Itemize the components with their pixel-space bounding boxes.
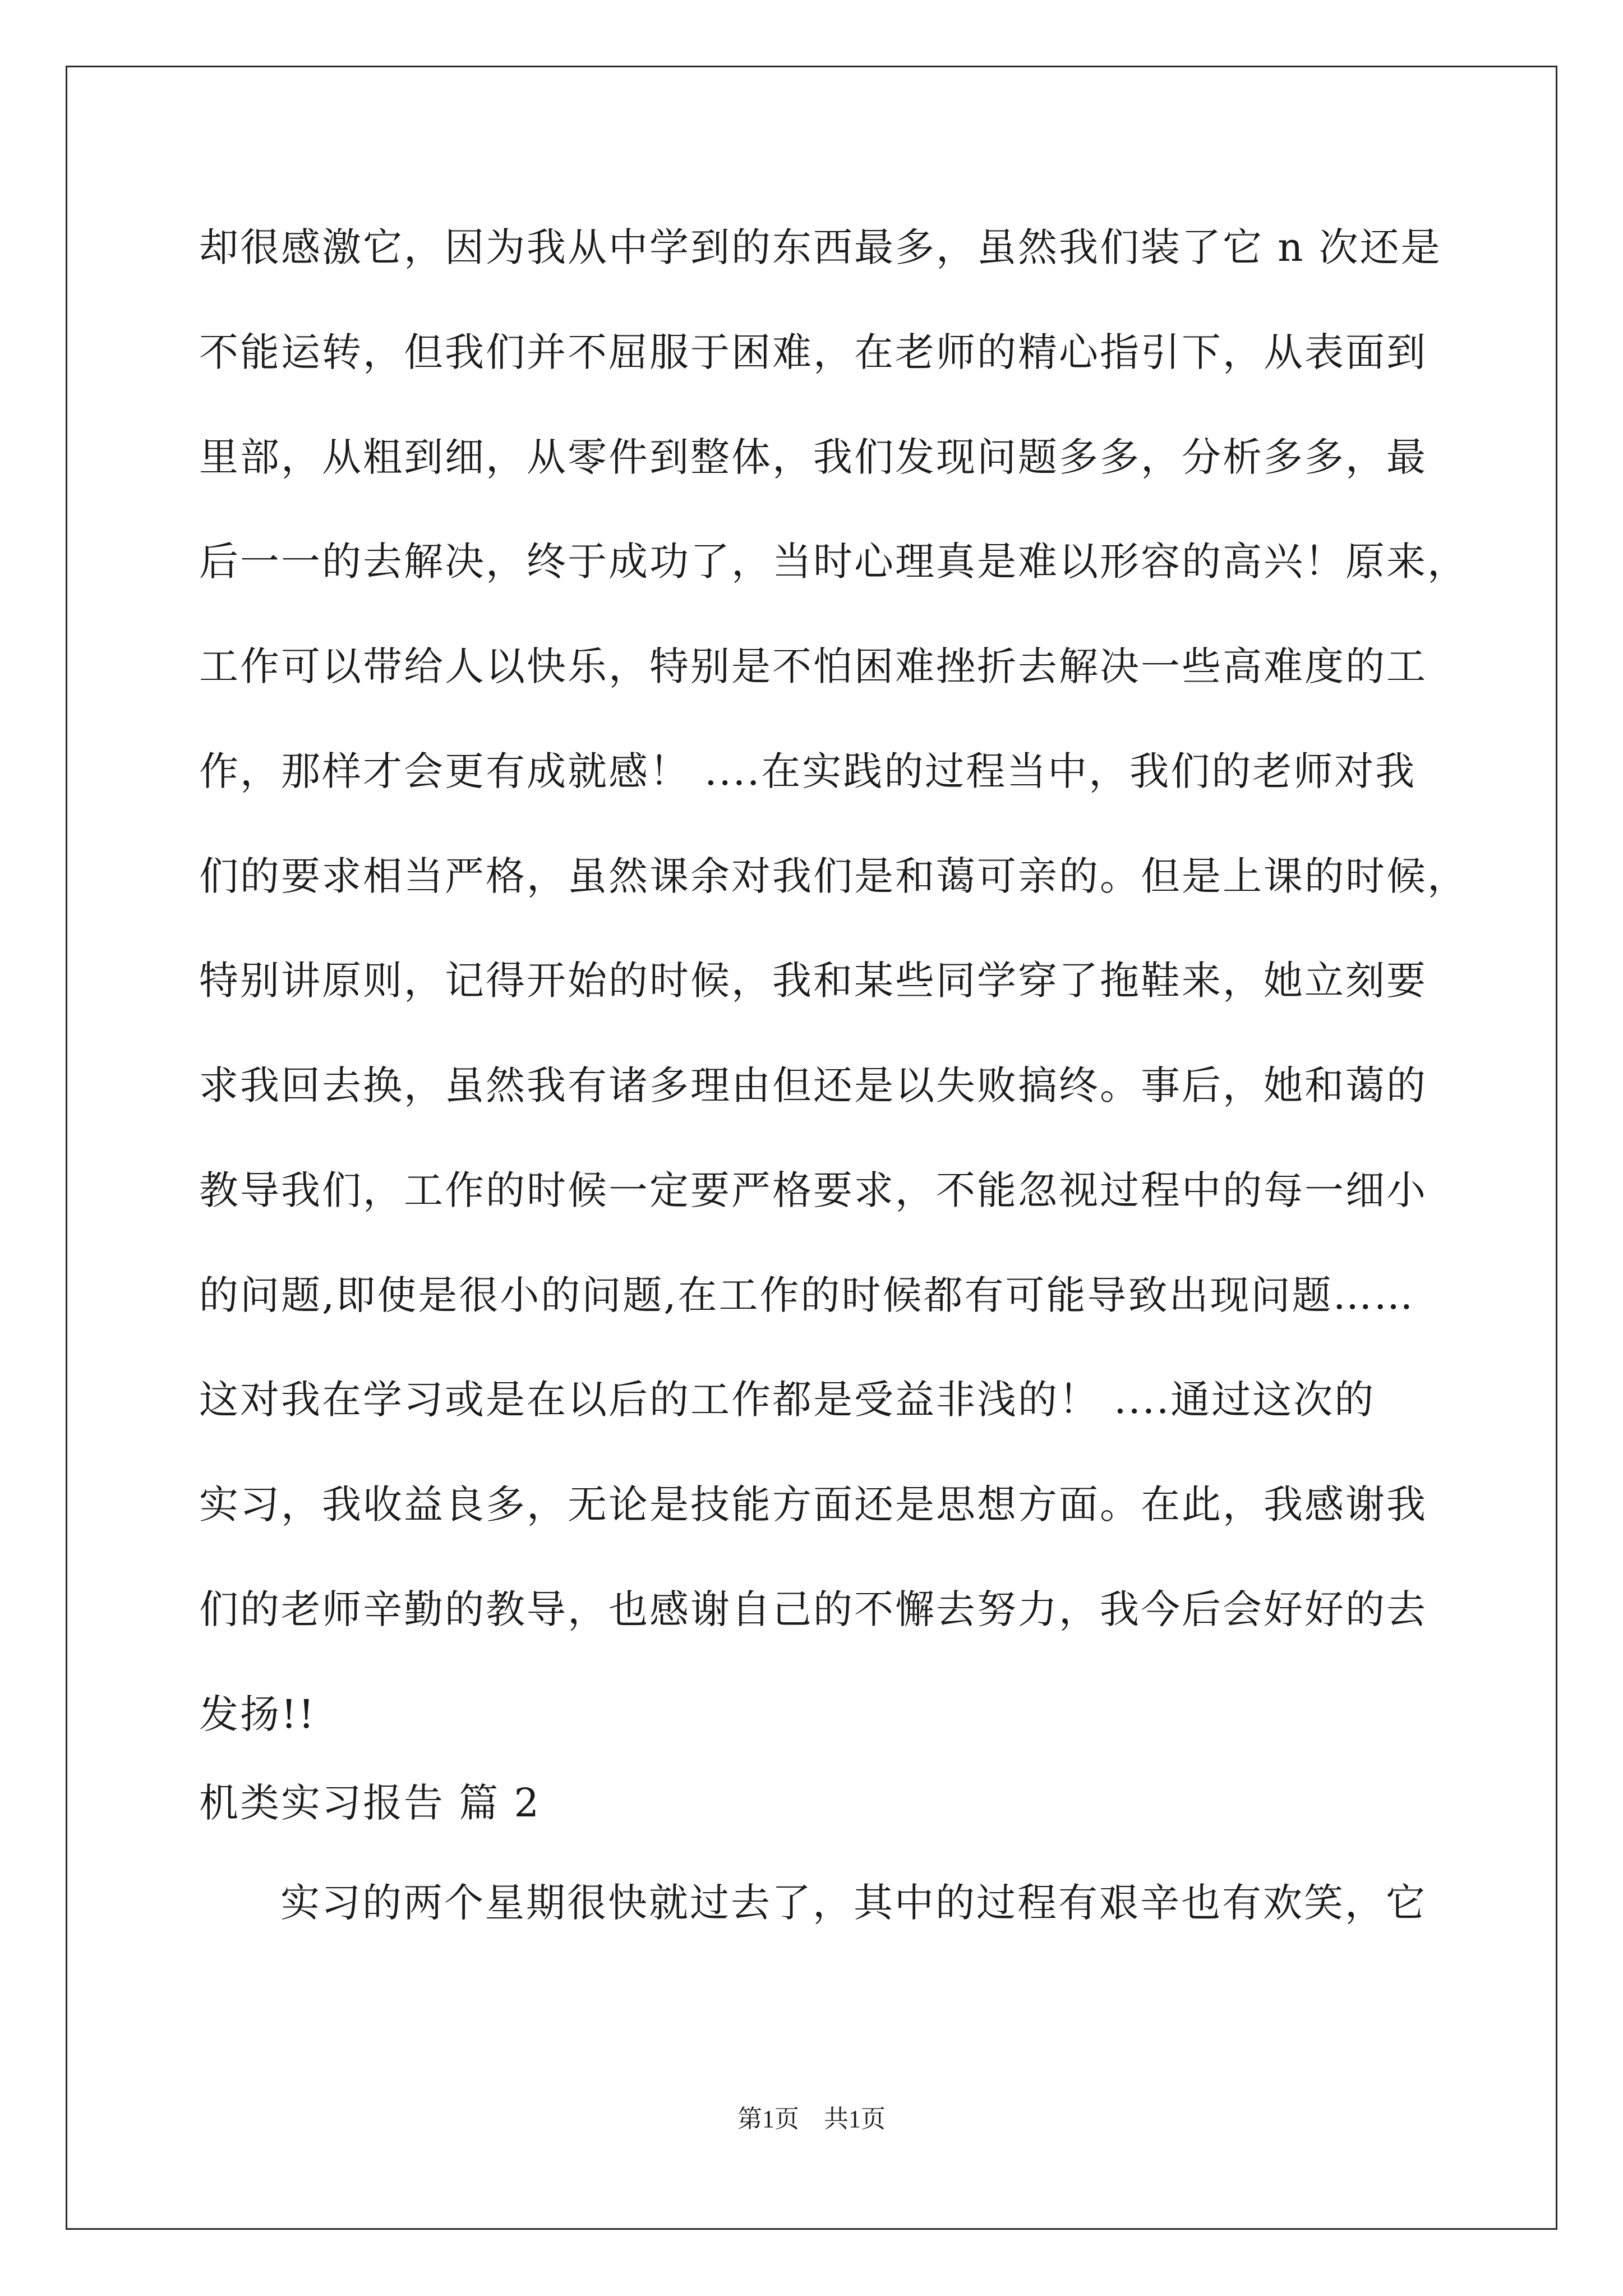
paragraph-line: 教导我们，工作的时候一定要严格要求，不能忽视过程中的每一细小 [199,1167,1427,1213]
paragraph-line: 特别讲原则，记得开始的时候，我和某些同学穿了拖鞋来，她立刻要 [199,958,1427,1004]
paragraph-line: 里部，从粗到细，从零件到整体，我们发现问题多多，分析多多，最 [199,434,1427,480]
paragraph-line: 们的老师辛勤的教导，也感谢自己的不懈去努力，我今后会好好的去 [199,1586,1427,1632]
paragraph-line: 却很感激它，因为我从中学到的东西最多，虽然我们装了它 n 次还是 [199,224,1442,270]
paragraph-line: 这对我在学习或是在以后的工作都是受益非浅的！ ....通过这次的 [199,1377,1376,1423]
paragraph-line: 们的要求相当严格，虽然课余对我们是和蔼可亲的。但是上课的时候， [199,853,1468,899]
paragraph-line: 作，那样才会更有成就感！ ....在实践的过程当中，我们的老师对我 [199,748,1417,794]
paragraph-line: 求我回去换，虽然我有诸多理由但还是以失败搞终。事后，她和蔼的 [199,1062,1427,1108]
paragraph-line: 工作可以带给人以快乐，特别是不怕困难挫折去解决一些高难度的工 [199,643,1427,689]
section-heading: 机类实习报告 篇 2 [199,1780,541,1826]
paragraph-line: 实习的两个星期很快就过去了，其中的过程有艰辛也有欢笑，它 [280,1880,1427,1926]
paragraph-line: 发扬!! [199,1691,316,1737]
paragraph-line: 实习，我收益良多，无论是技能方面还是思想方面。在此，我感谢我 [199,1481,1427,1527]
page-footer: 第1页 共1页 [737,2105,886,2133]
paragraph-line: 的问题,即使是很小的问题,在工作的时候都有可能导致出现问题…… [199,1272,1415,1318]
paragraph-line: 不能运转，但我们并不屈服于困难，在老师的精心指引下，从表面到 [199,329,1427,375]
paragraph-line: 后一一的去解决，终于成功了，当时心理真是难以形容的高兴！原来， [199,539,1468,585]
